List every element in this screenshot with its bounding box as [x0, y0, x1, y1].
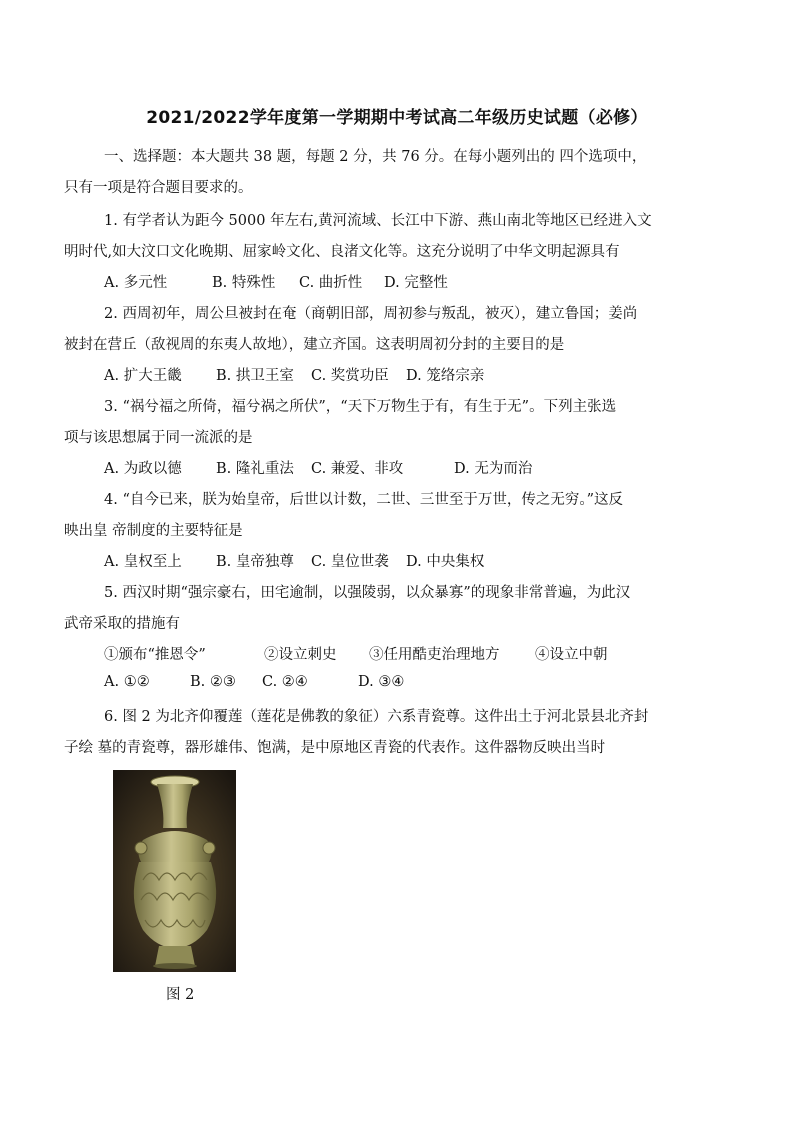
option-c: C. 曲折性: [299, 275, 363, 291]
celadon-vessel-photo: [113, 770, 236, 972]
statement-2: ②设立刺史: [264, 647, 337, 663]
question-options: [104, 457, 532, 478]
question-text-line: 项与该思想属于同一流派的是: [64, 430, 253, 446]
section-instructions-line-1: 一、选择题：本大题共 38 题，每题 2 分，共 76 分。在每小题列出的 四个选项中，: [104, 149, 647, 165]
option-a: A. 皇权至上: [104, 554, 182, 570]
question-text-line: 4. “自今已来，朕为始皇帝，后世以计数，二世、三世至于万世，传之无穷。”这反: [104, 492, 624, 508]
statement-3: ③任用酷吏治理地方: [369, 647, 500, 663]
option-d: D. ③④: [358, 674, 405, 690]
option-b: B. ②③: [190, 674, 236, 690]
option-d: D. 完整性: [384, 275, 448, 291]
exam-title: 2021/2022学年度第一学期期中考试高二年级历史试题（必修）: [146, 108, 648, 128]
option-a: A. 为政以德: [104, 461, 182, 477]
option-c: C. 兼爱、非攻: [311, 461, 404, 477]
statement-4: ④设立中朝: [535, 647, 608, 663]
option-c: C. 奖赏功臣: [311, 368, 389, 384]
question-text-line: 5. 西汉时期“强宗豪右，田宅逾制，以强陵弱，以众暴寡”的现象非常普遍，为此汉: [104, 585, 631, 601]
option-b: B. 拱卫王室: [216, 368, 294, 384]
question-text-line: 子绘 墓的青瓷尊，器形雄伟、饱满，是中原地区青瓷的代表作。这件器物反映出当时: [64, 740, 606, 756]
section-instructions-line-2: 只有一项是符合题目要求的。: [64, 180, 253, 196]
option-a: A. 多元性: [104, 275, 168, 291]
option-d: D. 中央集权: [406, 554, 485, 570]
option-a: A. 扩大王畿: [104, 368, 182, 384]
question-text-line: 被封在营丘（敌视周的东夷人故地），建立齐国。这表明周初分封的主要目的是: [64, 337, 565, 353]
option-b: B. 隆礼重法: [216, 461, 294, 477]
question-text-line: 6. 图 2 为北齐仰覆莲（莲花是佛教的象征）六系青瓷尊。这件出土于河北景县北齐封: [104, 709, 649, 725]
question-text-line: 明时代,如大汶口文化晚期、屈家岭文化、良渚文化等。这充分说明了中华文明起源具有: [64, 244, 620, 260]
question-text-line: 武帝采取的措施有: [64, 616, 180, 632]
option-b: B. 皇帝独尊: [216, 554, 294, 570]
question-options: [104, 550, 484, 571]
question-text-line: 3. “祸兮福之所倚，福兮祸之所伏”，“天下万物生于有，有生于无”。下列主张选: [104, 399, 617, 415]
option-b: B. 特殊性: [212, 275, 276, 291]
option-c: C. ②④: [262, 674, 308, 690]
question-text-line: 2. 西周初年，周公旦被封在奄（商朝旧部，周初参与叛乱，被灭），建立鲁国；姜尚: [104, 306, 638, 322]
figure-caption: 图 2: [166, 987, 195, 1003]
question-text-line: 映出皇 帝制度的主要特征是: [64, 523, 243, 539]
statement-1: ①颁布“推恩令”: [104, 647, 206, 663]
option-c: C. 皇位世袭: [311, 554, 389, 570]
option-a: A. ①②: [104, 674, 150, 690]
question-statements: [104, 643, 608, 664]
question-options: [104, 674, 404, 690]
option-d: D. 笼络宗亲: [406, 368, 485, 384]
question-text-line: 1. 有学者认为距今 5000 年左右,黄河流域、长江中下游、燕山南北等地区已经进入文: [104, 213, 652, 229]
vessel-illustration: [113, 770, 236, 972]
option-d: D. 无为而治: [454, 461, 533, 477]
question-options: [104, 364, 484, 385]
question-options: [104, 271, 448, 292]
